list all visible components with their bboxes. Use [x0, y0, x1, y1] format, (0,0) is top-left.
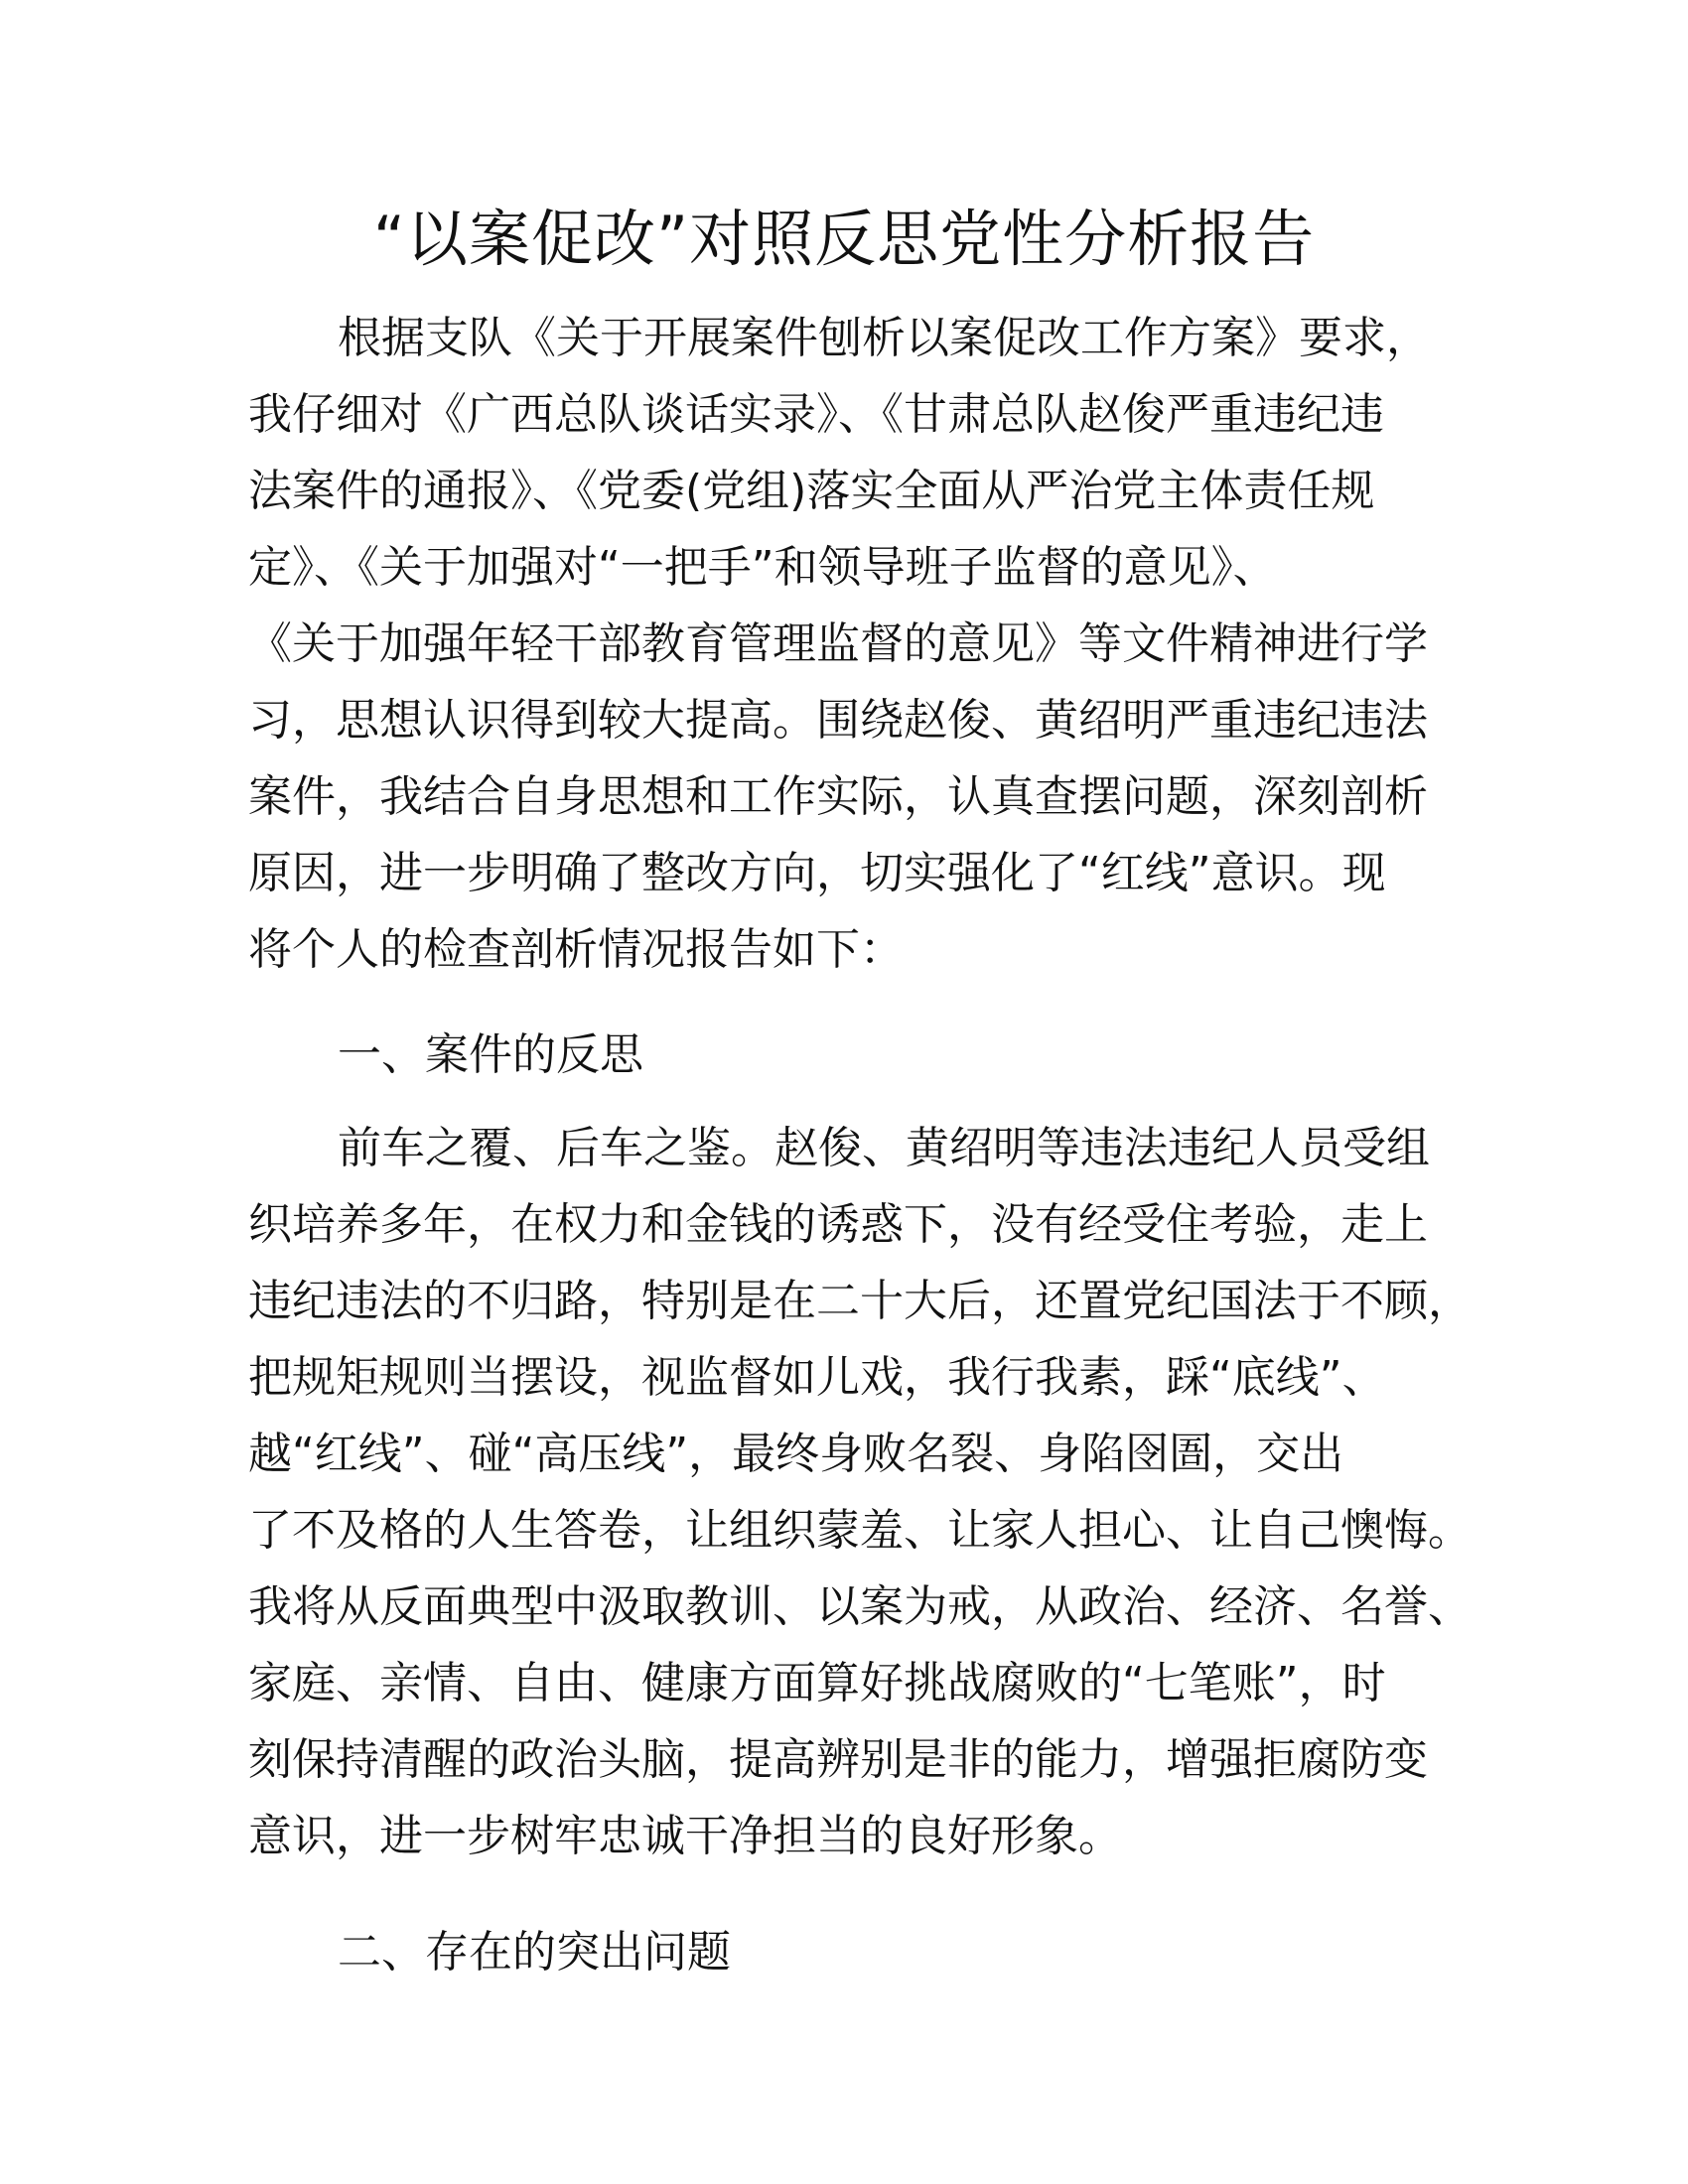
- intro-line: 将个人的检查剖析情况报告如下：: [248, 924, 904, 975]
- reflection-line: 家庭、亲情、自由、健康方面算好挑战腐败的“七笔账”，时: [248, 1658, 1386, 1708]
- intro-line: 案件，我结合自身思想和工作实际，认真查摆问题，深刻剖析: [248, 771, 1428, 822]
- reflection-paragraph: [248, 1110, 1470, 1874]
- reflection-line: 越“红线”、碰“高压线”，最终身败名裂、身陷囹圄，交出: [248, 1429, 1344, 1479]
- intro-line: 原因，进一步明确了整改方向，切实强化了“红线”意识。现: [248, 848, 1386, 898]
- reflection-line: 织培养多年，在权力和金钱的诱惑下，没有经受住考验，走上: [248, 1199, 1428, 1250]
- intro-line: 根据支队《关于开展案件刨析以案促改工作方案》要求，: [338, 313, 1430, 363]
- intro-line: 习，思想认识得到较大提高。围绕赵俊、黄绍明严重违纪违法: [248, 695, 1428, 746]
- section-heading-problems: 二、存在的突出问题: [338, 1927, 731, 1978]
- reflection-line: 把规矩规则当摆设，视监督如儿戏，我行我素，踩“底线”、: [248, 1352, 1386, 1403]
- intro-line: 定》、《关于加强对“一把手”和领导班子监督的意见》、: [248, 542, 1277, 593]
- intro-line: 我仔细对《广西总队谈话实录》、《甘肃总队赵俊严重违纪违: [248, 389, 1384, 440]
- reflection-line: 意识，进一步树牢忠诚干净担当的良好形象。: [248, 1811, 1122, 1861]
- reflection-line: 我将从反面典型中汲取教训、以案为戒，从政治、经济、名誉、: [248, 1581, 1472, 1632]
- intro-line: 法案件的通报》、《党委(党组)落实全面从严治党主体责任规: [248, 466, 1375, 516]
- reflection-line: 前车之覆、后车之鉴。赵俊、黄绍明等违法违纪人员受组: [338, 1123, 1430, 1173]
- intro-paragraph: [248, 300, 1470, 988]
- intro-line: 《关于加强年轻干部教育管理监督的意见》等文件精神进行学: [248, 618, 1428, 669]
- reflection-line: 了不及格的人生答卷，让组织蒙羞、让家人担心、让自己懊悔。: [248, 1505, 1472, 1556]
- reflection-line: 刻保持清醒的政治头脑，提高辨别是非的能力，增强拒腐防变: [248, 1734, 1428, 1785]
- reflection-line: 违纪违法的不归路，特别是在二十大后，还置党纪国法于不顾，: [248, 1276, 1472, 1326]
- document-title: “以案促改”对照反思党性分析报告: [372, 203, 1316, 275]
- section-heading-reflection: 一、案件的反思: [338, 1029, 643, 1080]
